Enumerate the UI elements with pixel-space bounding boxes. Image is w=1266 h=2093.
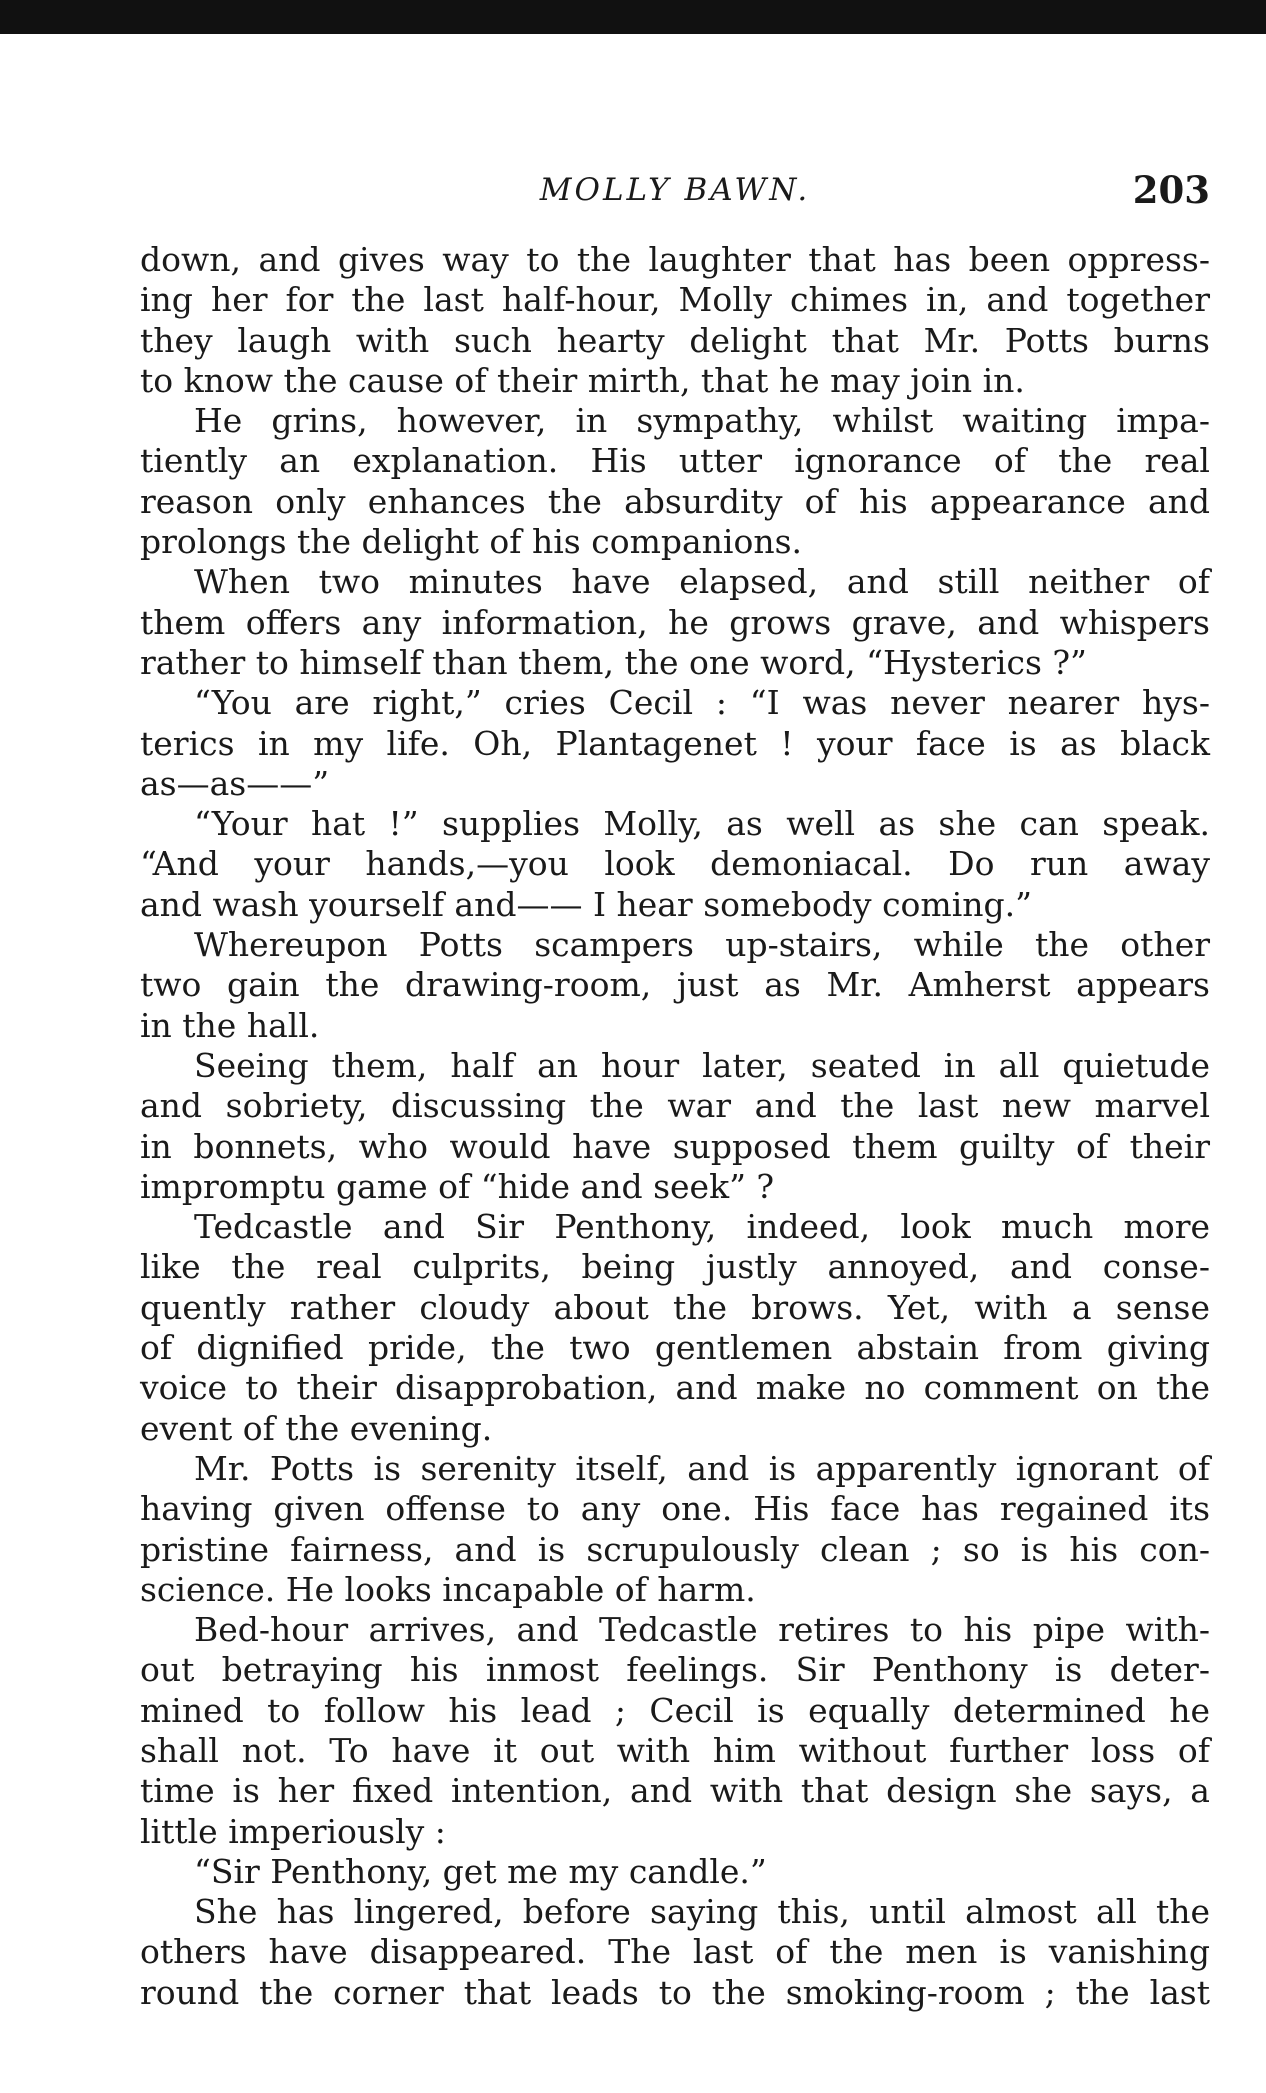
paragraph	[140, 804, 1210, 925]
text-line: He grins, however, in sympathy, whilst waiting impa-	[194, 401, 1210, 441]
text-line: time is her fixed intention, and with that design she says, a	[140, 1771, 1210, 1811]
text-line: When two minutes have elapsed, and still neither of	[194, 562, 1210, 602]
text-line: reason only enhances the absurdity of his appearance and	[140, 481, 1210, 521]
text-line: two gain the drawing-room, just as Mr. Amherst appears	[140, 965, 1210, 1005]
text-line: others have disappeared. The last of the men is vanishing	[140, 1932, 1210, 1972]
text-line: round the corner that leads to the smoking-room ; the last	[140, 1972, 1210, 2012]
paragraph	[140, 401, 1210, 562]
text-line: to know the cause of their mirth, that he may join in.	[140, 360, 1025, 400]
text-line: Tedcastle and Sir Penthony, indeed, look much more	[194, 1207, 1210, 1247]
paragraph	[140, 1449, 1210, 1610]
text-line: like the real culprits, being justly annoyed, and conse-	[140, 1247, 1210, 1287]
text-line: pristine fairness, and is scrupulously clean ; so is his con-	[140, 1529, 1210, 1569]
text-line: impromptu game of “hide and seek” ?	[140, 1166, 775, 1206]
text-line: prolongs the delight of his companions.	[140, 522, 803, 562]
text-line: “Sir Penthony, get me my candle.”	[194, 1851, 767, 1891]
paragraph	[140, 1207, 1210, 1449]
text-line: in bonnets, who would have supposed them guilty of their	[140, 1126, 1210, 1166]
text-line: of dignified pride, the two gentlemen abstain from giving	[140, 1328, 1210, 1368]
text-line: having given offense to any one. His face has regained its	[140, 1489, 1210, 1529]
text-line: them offers any information, he grows grave, and whispers	[140, 602, 1210, 642]
text-line: “You are right,” cries Cecil : “I was never nearer hys-	[194, 683, 1210, 723]
top-border-rule	[0, 0, 1266, 34]
paragraph	[140, 240, 1210, 401]
text-line: She has lingered, before saying this, until almost all the	[194, 1892, 1210, 1932]
page-header	[140, 168, 1210, 222]
page-number: 203	[1132, 168, 1210, 212]
paragraph	[140, 1610, 1210, 1852]
text-line: out betraying his inmost feelings. Sir Penthony is deter-	[140, 1650, 1210, 1690]
text-line: “Your hat !” supplies Molly, as well as she can speak.	[194, 804, 1210, 844]
paragraph	[140, 925, 1210, 1046]
text-line: Whereupon Potts scampers up-stairs, while the other	[194, 925, 1210, 965]
paragraph	[140, 683, 1210, 804]
text-line: little imperiously :	[140, 1811, 446, 1851]
text-line: they laugh with such hearty delight that Mr. Potts burns	[140, 320, 1210, 360]
text-line: shall not. To have it out with him without further loss of	[140, 1730, 1210, 1770]
text-line: Bed-hour arrives, and Tedcastle retires to his pipe with-	[194, 1610, 1210, 1650]
text-line: science. He looks incapable of harm.	[140, 1569, 756, 1609]
text-line: event of the evening.	[140, 1408, 493, 1448]
paragraph	[140, 1892, 1210, 2013]
text-line: and wash yourself and—— I hear somebody coming.”	[140, 884, 1032, 924]
text-line: as—as——”	[140, 763, 330, 803]
text-line: and sobriety, discussing the war and the last new marvel	[140, 1086, 1210, 1126]
paragraph	[140, 562, 1210, 683]
running-title: MOLLY BAWN.	[539, 172, 811, 208]
text-line: ing her for the last half-hour, Molly chimes in, and together	[140, 280, 1210, 320]
text-line: terics in my life. Oh, Plantagenet ! your face is as black	[140, 723, 1210, 763]
text-line: Mr. Potts is serenity itself, and is apparently ignorant of	[194, 1448, 1210, 1488]
text-line: mined to follow his lead ; Cecil is equally determined he	[140, 1690, 1210, 1730]
text-line: voice to their disapprobation, and make no comment on the	[140, 1368, 1210, 1408]
text-line: quently rather cloudy about the brows. Yet, with a sense	[140, 1287, 1210, 1327]
paragraph	[140, 1852, 1210, 1892]
text-line: in the hall.	[140, 1005, 320, 1045]
text-line: “And your hands,—you look demoniacal. Do run away	[140, 844, 1210, 884]
text-line: tiently an explanation. His utter ignorance of the real	[140, 441, 1210, 481]
paragraph	[140, 1046, 1210, 1207]
text-line: rather to himself than them, the one word, “Hysterics ?”	[140, 642, 1087, 682]
text-line: Seeing them, half an hour later, seated in all quietude	[194, 1045, 1210, 1085]
text-line: down, and gives way to the laughter that has been oppress-	[140, 240, 1210, 279]
body-text	[140, 240, 1210, 2013]
